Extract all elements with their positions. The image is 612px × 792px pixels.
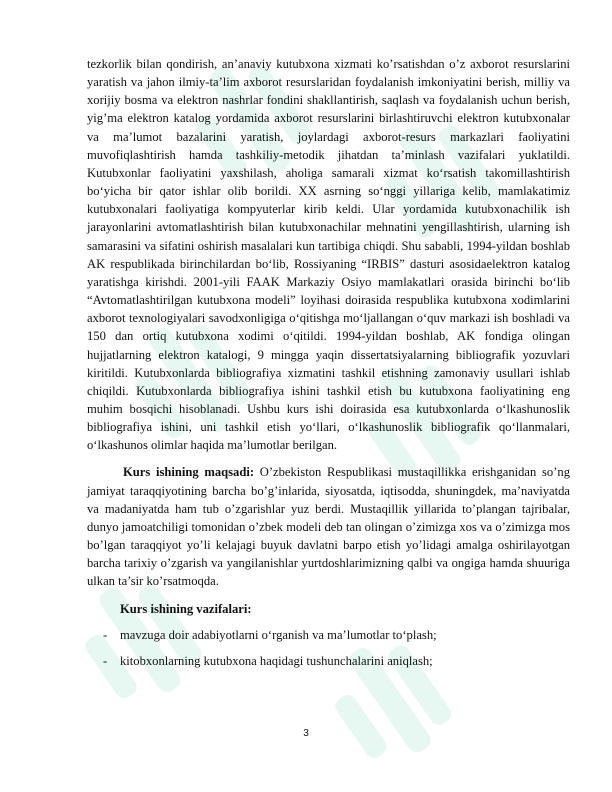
paragraph-gap — [87, 454, 570, 463]
goal-label: Kurs ishining maqsadi: — [123, 465, 255, 480]
paragraph-gap — [87, 591, 570, 600]
body-paragraph: tezkorlik bilan qondirish, an’anaviy kutubxona xizmati ko’rsatishdan o’z axborot resurslarini yaratish va jahon ilmiy-ta’lim axborot resurslaridan foydalanish imkoniyatini berish, milliy va xorijiy bosma va elektron nashrlar fondini shakllantirish, saqlash va foydalanish uchun berish, yig’ma elektron katalog yordamida axborot resurslarini birlashtiruvchi elektron kutubxonalar va ma’lumot bazalarini yaratish, joylardagi axborot-resurs markazlari faoliyatini muvofiqlashtirish hamda tashkiliy-metodik jihatdan ta’minlash vazifalari yuklatildi. Kutubxonlar faoliyatini yaxshilash, aholiga samarali xizmat ko‘rsatish takomillashtirish bo‘yicha bir qator ishlar olib borildi. XX asrning so‘nggi yillariga kelib, mamlakatimiz kutubxonalari faoliyatiga kompyuterlar kirib keldi. Ular yordamida kutubxonachilik ish jarayonlarini avtomatlashtirish bilan kutubxonachilar mehnatini yengillashtirish, ularning ish samarasini va sifatini oshirish masalalari kun tartibiga chiqdi. Shu sababli, 1994-yildan boshlab AK respublikada birinchilardan bo‘lib, Rossiyaning “IRBIS” dasturi asosidaelektron katalog yaratishga kirishdi. 2001-yili FAAK Markaziy Osiyo mamlakatlari orasida birinchi bo‘lib “Avtomatlashtirilgan kutubxona modeli” loyihasi doirasida respublika kutubxona xodimlarini axborot texnologiyalari savodxonligiga o‘qitishga mo‘ljallangan o‘quv markazi ish boshladi va 150 dan ortiq kutubxona xodimi o‘qitildi. 1994-yildan boshlab, AK fondiga olingan hujjatlarning elektron katalogi, 9 mingga yaqin dissertatsiyalarning bibliografik yozuvlari kiritildi. Kutubxonlarda bibliografiya xizmatini tashkil etishning zamonaviy usullari ishlab chiqildi. Kutubxonlarda bibliografiya ishini tashkil etish bu kutubxona faoliyatining eng muhim bosqichi hisoblanadi. Ushbu kurs ishi doirasida esa kutubxonlarda o‘lkashunoslik bibliografiya ishini, uni tashkil etish yo‘llari, o‘lkashunoslik bibliografik qo‘llanmalari, o‘lkashunos olimlar haqida ma’lumotlar berilgan. — [87, 57, 570, 453]
goal-paragraph — [87, 463, 570, 590]
list-item — [87, 652, 570, 670]
list-dash: - — [103, 653, 108, 668]
tasks-list — [87, 626, 570, 670]
list-item — [87, 626, 570, 644]
list-dash: - — [103, 627, 108, 642]
list-item-text: mavzuga doir adabiyotlarni o‘rganish va ma’lumotlar to‘plash; — [120, 627, 437, 642]
tasks-heading: Kurs ishining vazifalari: — [120, 601, 252, 616]
goal-text: O’zbekiston Respublikasi mustaqillikka erishganidan so’ng jamiyat taraqqiyotining barcha bo’g’inlarida, siyosatda, iqtisodda, shuningdek, ma’naviyatda va madaniyatda ham tub o’zgarishlar yuz berdi. Mustaqillik yillarida to’plangan tajribalar, dunyo jamoatchiligi tomonidan o’zbek modeli deb tan olingan o’zimizga xos va o’zimizga mos bo’lgan taraqqiyot yo’li kelajagi buyuk davlatni barpo etish yo’lidagi amalga oshirilayotgan barcha tarixiy o’zgarish va yangilanishlar yurtdoshlarimizning qalbi va ongiga hamda shuuriga ulkan ta’sir ko’rsatmoqda. — [87, 465, 570, 589]
list-item-text: kitobxonlarning kutubxona haqidagi tushunchalarini aniqlash; — [120, 653, 433, 668]
document-page — [87, 55, 570, 670]
page-number: 3 — [303, 728, 309, 739]
